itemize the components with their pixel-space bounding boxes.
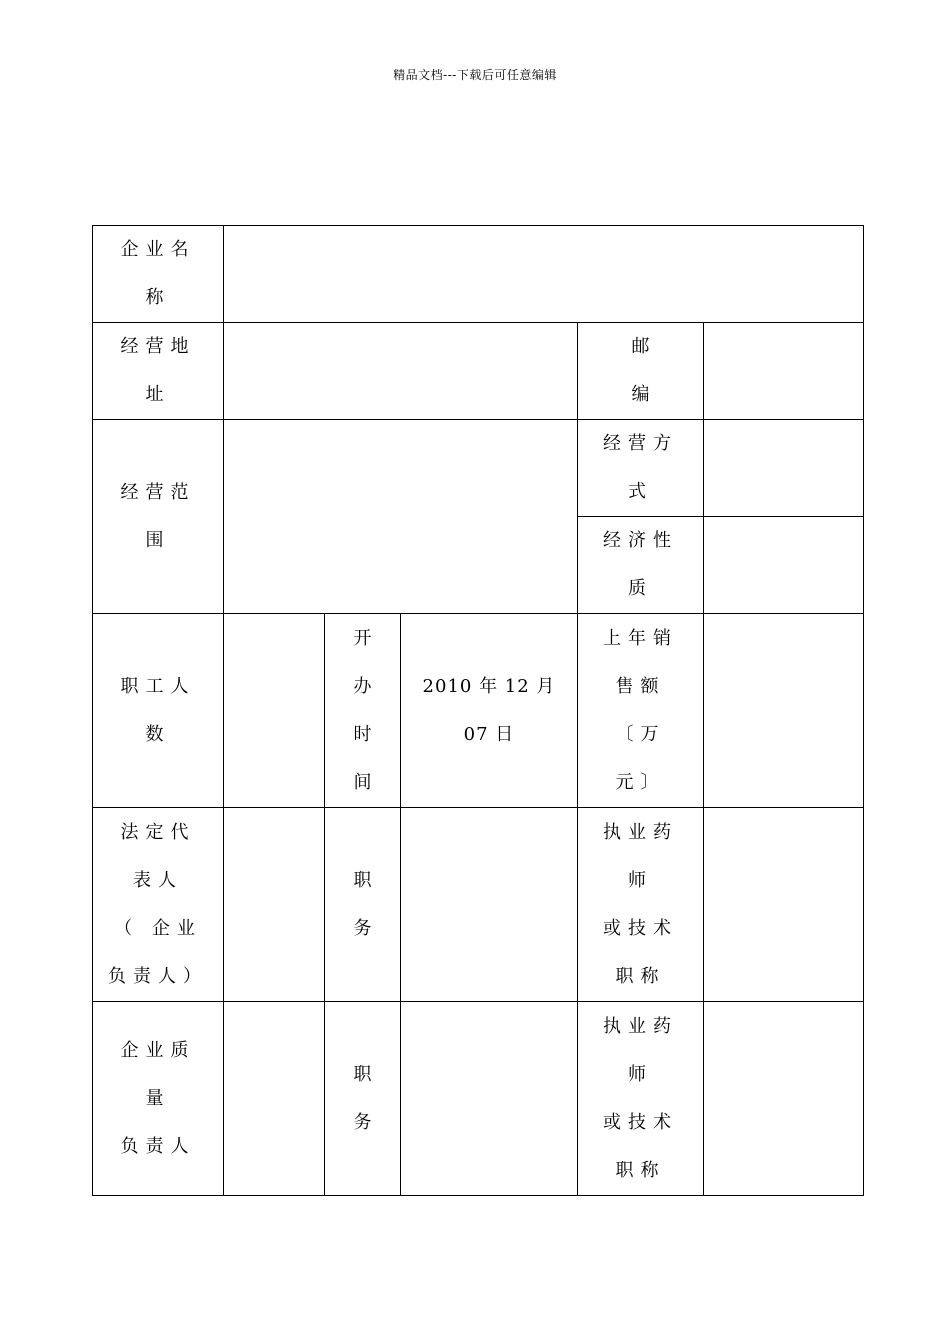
page-header: 精品文档---下载后可任意编辑 xyxy=(393,68,557,82)
staff-count-field[interactable] xyxy=(224,614,325,808)
legal-representative-label: 法定代 表人 （ 企业 负责人） xyxy=(93,808,224,1002)
address-label: 经营地 址 xyxy=(93,323,224,420)
business-mode-field[interactable] xyxy=(704,420,864,517)
legal-representative-field[interactable] xyxy=(224,808,325,1002)
open-date-value[interactable]: 2010 年 12 月 07 日 xyxy=(401,614,578,808)
company-name-field[interactable] xyxy=(224,226,864,323)
quality-manager-pharmacist-field[interactable] xyxy=(704,1002,864,1196)
open-time-label: 开 办 时 间 xyxy=(325,614,401,808)
last-year-sales-label: 上年销 售额 〔万 元〕 xyxy=(578,614,704,808)
quality-manager-position-field[interactable] xyxy=(401,1002,578,1196)
business-mode-label: 经营方 式 xyxy=(578,420,704,517)
scope-field[interactable] xyxy=(224,420,578,614)
quality-manager-position-label: 职 务 xyxy=(325,1002,401,1196)
legal-rep-position-field[interactable] xyxy=(401,808,578,1002)
scope-label: 经营范 围 xyxy=(93,420,224,614)
last-year-sales-field[interactable] xyxy=(704,614,864,808)
economic-nature-label: 经济性 质 xyxy=(578,517,704,614)
economic-nature-field[interactable] xyxy=(704,517,864,614)
staff-count-label: 职工人 数 xyxy=(93,614,224,808)
postcode-label: 邮 编 xyxy=(578,323,704,420)
quality-manager-pharmacist-label: 执业药 师 或技术 职称 xyxy=(578,1002,704,1196)
address-field[interactable] xyxy=(224,323,578,420)
quality-manager-label: 企业质 量 负责人 xyxy=(93,1002,224,1196)
legal-rep-pharmacist-label: 执业药 师 或技术 职称 xyxy=(578,808,704,1002)
legal-rep-position-label: 职 务 xyxy=(325,808,401,1002)
legal-rep-pharmacist-field[interactable] xyxy=(704,808,864,1002)
company-name-label: 企业名 称 xyxy=(93,226,224,323)
license-application-form xyxy=(92,225,864,1196)
quality-manager-field[interactable] xyxy=(224,1002,325,1196)
postcode-field[interactable] xyxy=(704,323,864,420)
